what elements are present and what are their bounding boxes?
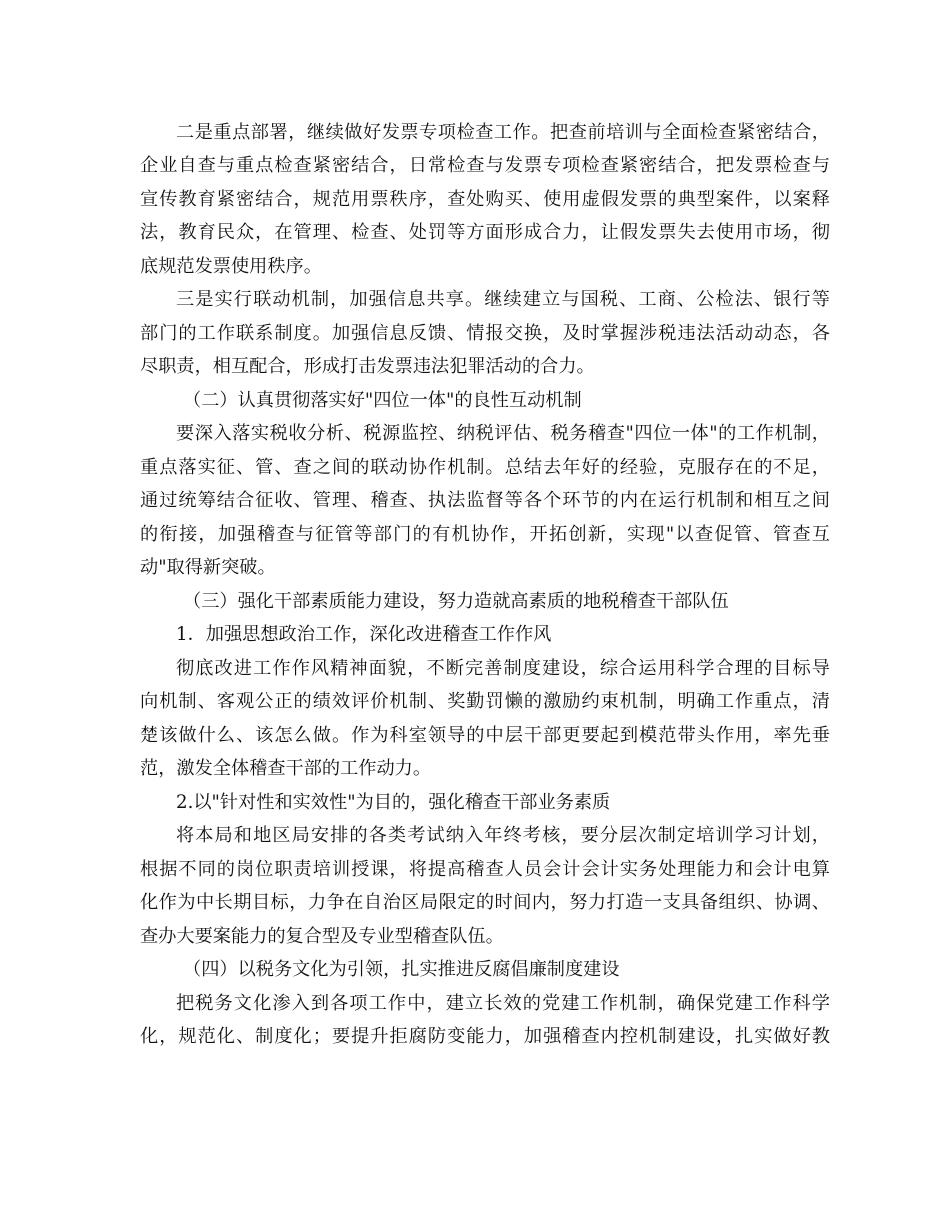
paragraph-line: 部门的工作联系制度。加强信息反馈、情报交换，及时掌握涉税违法活动动态，各 — [140, 323, 830, 344]
paragraph-line: 法，教育民众，在管理、检查、处罚等方面形成合力，让假发票失去使用市场，彻 — [140, 222, 830, 243]
paragraph-line: 楚该做什么、该怎么做。作为科室领导的中层干部更要起到模范带头作用，率先垂 — [140, 725, 830, 746]
paragraph-line: 动"取得新突破。 — [140, 557, 276, 578]
paragraph-line: 重点落实征、管、查之间的联动协作机制。总结去年好的经验，克服存在的不足， — [140, 457, 830, 478]
paragraph-line: 底规范发票使用秩序。 — [140, 256, 322, 277]
paragraph-line: 将本局和地区局安排的各类考试纳入年终考核，要分层次制定培训学习计划， — [176, 825, 830, 846]
paragraph-line: 范，激发全体稽查干部的工作动力。 — [140, 758, 432, 779]
paragraph-line: 化，规范化、制度化；要提升拒腐防变能力，加强稽查内控机制建设，扎实做好教 — [140, 1026, 830, 1047]
paragraph-line: 企业自查与重点检查紧密结合，日常检查与发票专项检查紧密结合，把发票检查与 — [140, 155, 830, 176]
paragraph-line: 把税务文化渗入到各项工作中，建立长效的党建工作机制，确保党建工作科学 — [176, 993, 830, 1014]
section-heading: （二）认真贯彻落实好"四位一体"的良性互动机制 — [183, 390, 582, 411]
paragraph-line: 彻底改进工作作风精神面貌，不断完善制度建设，综合运用科学合理的目标导 — [176, 658, 830, 679]
section-heading: （四）以税务文化为引领，扎实推进反腐倡廉制度建设 — [183, 959, 620, 980]
paragraph-line: 查办大要案能力的复合型及专业型稽查队伍。 — [140, 926, 504, 947]
section-heading: （三）强化干部素质能力建设，努力造就高素质的地税稽查干部队伍 — [183, 591, 729, 612]
paragraph-line: 二是重点部署，继续做好发票专项检查工作。把查前培训与全面检查紧密结合， — [176, 122, 830, 143]
paragraph-line: 宣传教育紧密结合，规范用票秩序，查处购买、使用虚假发票的典型案件，以案释 — [140, 189, 830, 210]
paragraph-line: 向机制、客观公正的绩效评价机制、奖勤罚懒的激励约束机制，明确工作重点，清 — [140, 691, 830, 712]
paragraph-line: 通过统筹结合征收、管理、稽查、执法监督等各个环节的内在运行机制和相互之间 — [140, 490, 830, 511]
subsection-heading: 2.以"针对性和实效性"为目的，强化稽查干部业务素质 — [176, 792, 611, 813]
paragraph-line: 化作为中长期目标，力争在自治区局限定的时间内，努力打造一支具备组织、协调、 — [140, 892, 830, 913]
paragraph-line: 三是实行联动机制，加强信息共享。继续建立与国税、工商、公检法、银行等 — [176, 289, 830, 310]
paragraph-line: 要深入落实税收分析、税源监控、纳税评估、税务稽查"四位一体"的工作机制， — [176, 423, 830, 444]
subsection-heading: 1．加强思想政治工作，深化改进稽查工作作风 — [176, 624, 552, 645]
paragraph-line: 的衔接，加强稽查与征管等部门的有机协作，开拓创新，实现"以查促管、管查互 — [140, 524, 830, 545]
paragraph-line: 根据不同的岗位职责培训授课，将提高稽查人员会计会计实务处理能力和会计电算 — [140, 859, 830, 880]
paragraph-line: 尽职责，相互配合，形成打击发票违法犯罪活动的合力。 — [140, 356, 595, 377]
